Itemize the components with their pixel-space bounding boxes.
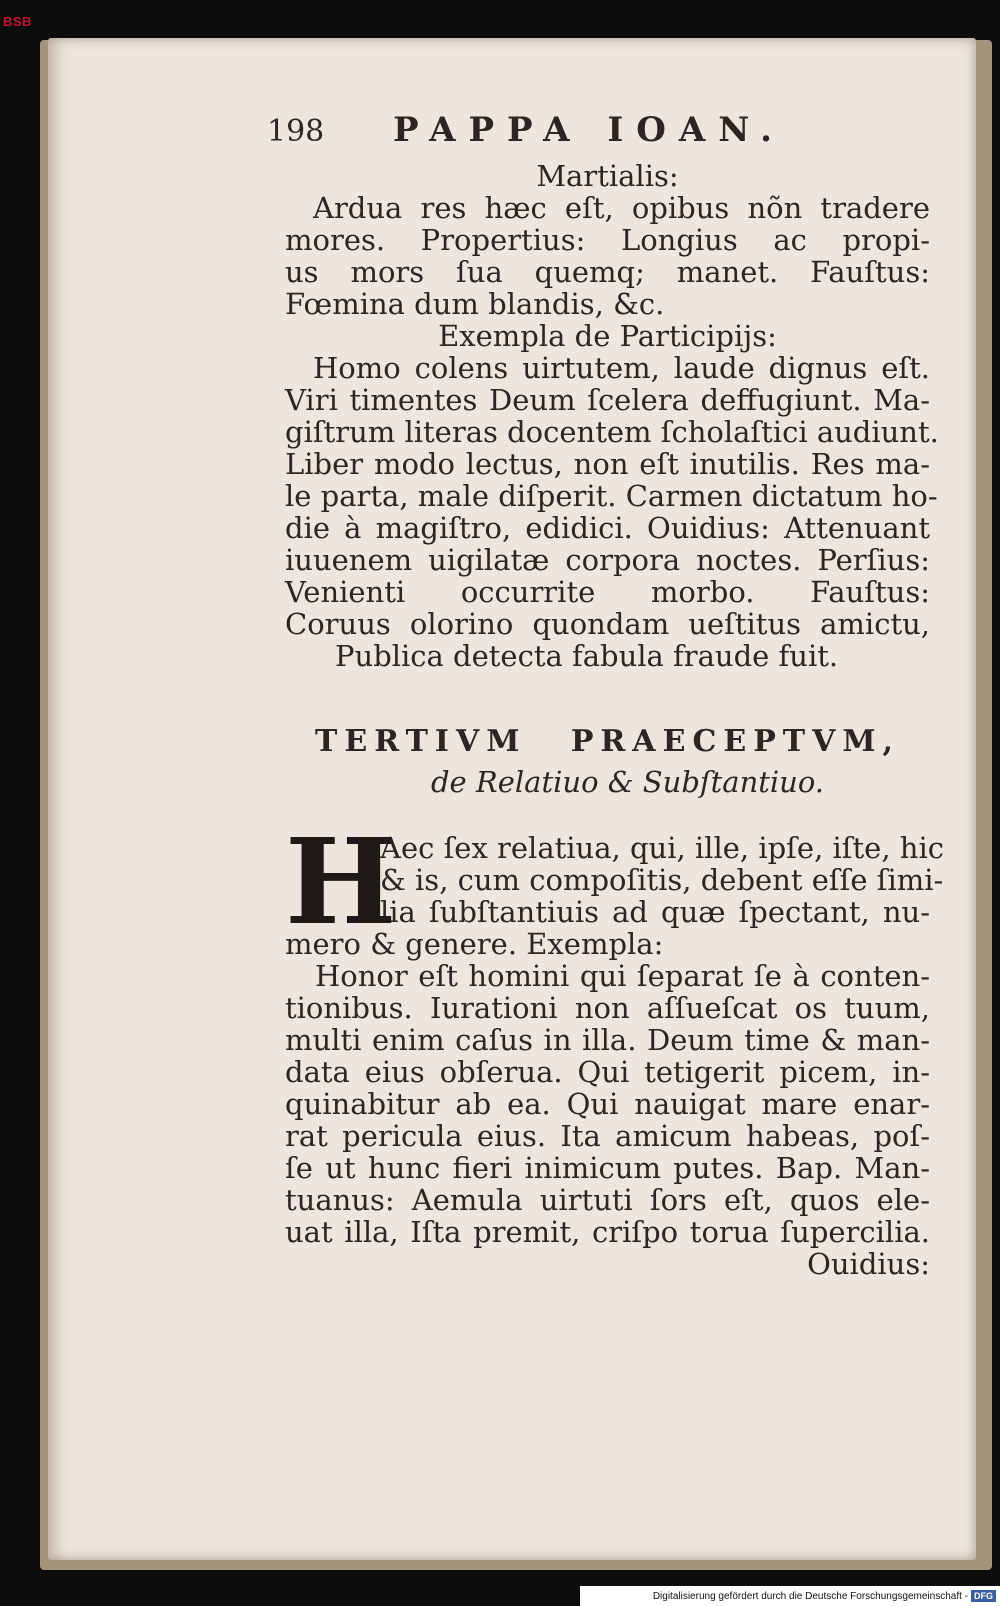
text-line: iuuenem uigilatæ corpora noctes. Perſius: (285, 543, 930, 577)
text-line: die à magiſtro, edidici. Ouidius: Attenuant (285, 511, 930, 545)
text-line: uat illa, Iſta premit, criſpo torua ſupercilia. (285, 1215, 930, 1249)
section-heading-right: PRAECEPTVM, (570, 724, 900, 759)
text-line: lia ſubſtantiuis ad quæ ſpectant, nu- (380, 895, 930, 929)
bsb-logo: BSB (3, 14, 32, 29)
footer-credit (580, 1586, 1000, 1606)
text-line: Aec ſex relatiua, qui, ille, ipſe, iſte, hic (380, 831, 944, 865)
paragraph-precept (285, 812, 944, 1281)
page-number: 198 (267, 114, 325, 149)
section-heading-left: TERTIVM (315, 724, 527, 759)
text-line: ſe ut hunc fieri inimicum putes. Bap. Man- (285, 1151, 930, 1185)
text-line: mero & genere. Exempla: (285, 927, 664, 961)
section-heading (285, 722, 930, 762)
text-line: Honor eſt homini qui ſeparat ſe à conten- (315, 959, 930, 993)
text-line: giſtrum literas docentem ſcholaſtici audiunt. (285, 415, 939, 449)
text-line: tuanus: Aemula uirtuti ſors eſt, quos ele- (285, 1183, 930, 1217)
text-line: Martialis: (536, 159, 679, 193)
section-subheading: de Relatiuo & Subſtantiuo. (430, 765, 825, 799)
running-head (267, 110, 930, 160)
text-line: tionibus. Iurationi non aſſueſcat os tuum, (285, 991, 930, 1025)
text-line: data eius obſerua. Qui tetigerit picem, in- (285, 1055, 930, 1089)
running-title: PAPPA IOAN. (393, 110, 785, 150)
section-heading-group (285, 722, 930, 802)
dfg-logo: DFG (971, 1590, 996, 1602)
text-line: us mors ſua quemq; manet. Fauſtus: (285, 255, 930, 289)
drop-cap: H (285, 812, 397, 951)
text-line: Homo colens uirtutem, laude dignus eſt. (313, 351, 930, 385)
text-line: multi enim caſus in illa. Deum time & man- (285, 1023, 930, 1057)
text-line: le parta, male diſperit. Carmen dictatum ho- (285, 479, 938, 513)
text-line: Coruus olorino quondam ueſtitus amictu, (285, 607, 930, 641)
text-line: mores. Propertius: Longius ac propi- (285, 223, 930, 257)
text-line: Ardua res hæc eſt, opibus nõn tradere (313, 191, 930, 225)
text-block-examples (285, 159, 939, 673)
text-line: Exempla de Participijs: (438, 319, 777, 353)
text-line: Ouidius: (807, 1247, 930, 1281)
text-line: Publica detecta fabula fraude fuit. (335, 639, 839, 673)
page-text (267, 110, 944, 1281)
text-line: rat pericula eius. Ita amicum habeas, poſ- (285, 1119, 930, 1153)
footer-text: Digitalisierung gefördert durch die Deutsche Forschungsgemeinschaft - (652, 1590, 968, 1602)
text-line: Fœmina dum blandis, &c. (285, 287, 665, 321)
text-line: Liber modo lectus, non eſt inutilis. Res ma- (285, 447, 930, 481)
text-line: Venienti occurrite morbo. Fauſtus: (285, 575, 930, 609)
text-line: quinabitur ab ea. Qui nauigat mare enar- (285, 1087, 930, 1121)
text-line: & is, cum compoſitis, debent eſſe ſimi- (380, 863, 944, 897)
text-line: Viri timentes Deum ſcelera deffugiunt. Ma- (285, 383, 930, 417)
